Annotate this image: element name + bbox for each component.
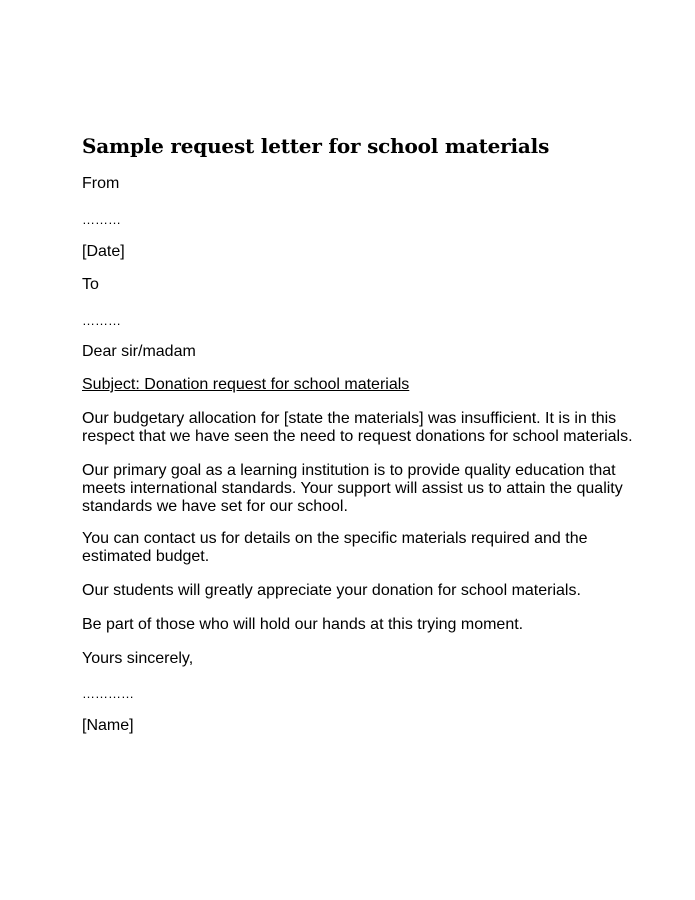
paragraph-2-line-3: standards we have set for our school. [82,498,348,515]
name-placeholder: [Name] [82,717,134,734]
to-label: To [82,276,99,293]
from-label: From [82,175,120,192]
paragraph-2-line-2: meets international standards. Your support will assist us to attain the quality [82,480,623,497]
from-placeholder: ……… [82,212,121,227]
date-placeholder: [Date] [82,243,125,260]
salutation: Dear sir/madam [82,343,196,360]
paragraph-3-line-1: You can contact us for details on the specific materials required and the [82,530,588,547]
closing: Yours sincerely, [82,650,194,667]
document-title: Sample request letter for school materials [82,134,550,158]
signature-placeholder: ………… [82,686,134,701]
paragraph-1-line-2: respect that we have seen the need to request donations for school materials. [82,428,633,445]
to-placeholder: ……… [82,313,121,328]
paragraph-1-line-1: Our budgetary allocation for [state the materials] was insufficient. It is in this [82,410,617,427]
paragraph-4: Our students will greatly appreciate your donation for school materials. [82,582,581,599]
paragraph-3-line-2: estimated budget. [82,548,210,565]
paragraph-2-line-1: Our primary goal as a learning institution is to provide quality education that [82,462,616,479]
subject-line: Subject: Donation request for school materials [82,376,410,393]
paragraph-5: Be part of those who will hold our hands at this trying moment. [82,616,524,633]
